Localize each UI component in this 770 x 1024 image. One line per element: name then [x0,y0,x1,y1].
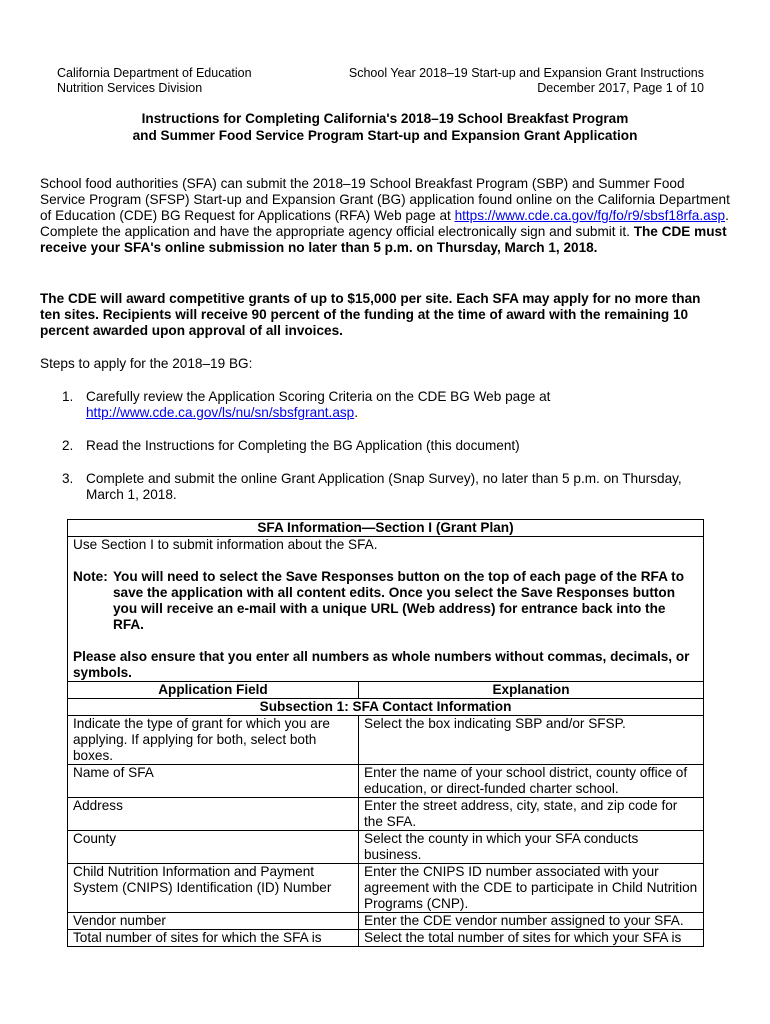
explanation-cell: Enter the name of your school district, county office of education, or direct-funded charter school. [359,765,704,798]
header-right [349,66,704,96]
field-cell: Address [68,798,359,831]
column-header-field: Application Field [68,682,359,699]
table-row [68,930,704,947]
note-block [73,569,698,633]
table-row [68,765,704,798]
header-agency: California Department of Education [57,66,252,80]
note-label: Note: [73,569,108,584]
intro-text-after: . Complete the application and have the appropriate agency official electronically sign and submit it. [40,208,729,239]
field-cell: Vendor number [68,913,359,930]
instructions-table [67,519,704,947]
award-paragraph: The CDE will award competitive grants of up to $15,000 per site. Each SFA may apply for no more than ten sites. Recipients will receive 90 percent of the funding at the time of award with the remaining 10 percent awarded upon approval of all invoices. [40,291,701,338]
list-item [62,471,722,503]
column-header-explanation: Explanation [359,682,704,699]
step-text: Complete and submit the online Grant Application (Snap Survey), no later than 5 p.m. on Thursday, March 1, 2018. [86,471,682,502]
step-suffix: . [354,405,359,420]
header-doc-title: School Year 2018–19 Start-up and Expansion Grant Instructions [348,66,704,80]
header-date-page: December 2017, Page 1 of 10 [537,81,704,95]
step-number: 1. [62,389,74,404]
header-division: Nutrition Services Division [57,81,203,95]
page-title-line2: and Summer Food Service Program Start-up and Expansion Grant Application [132,128,638,143]
steps-intro: Steps to apply for the 2018–19 BG: [40,356,253,371]
intro-text: School food authorities (SFA) can submit the 2018–19 School Breakfast Program (SBP) and Summer Food Service Program (SFSP) Start-up and Expansion Grant (BG) application found online on the California Department of Education (CDE) BG Request for Applications (RFA) Web page at [40,176,730,223]
page-title-line1: Instructions for Completing California's 2018–19 School Breakfast Program [141,111,629,126]
field-cell: Total number of sites for which the SFA is [68,930,359,947]
field-cell: Name of SFA [68,765,359,798]
explanation-cell: Select the box indicating SBP and/or SFSP. [359,716,704,765]
ensure-text: Please also ensure that you enter all numbers as whole numbers without commas, decimals, or symbols. [73,649,690,680]
step-text: Read the Instructions for Completing the BG Application (this document) [86,438,520,453]
explanation-cell: Select the county in which your SFA conducts business. [359,831,704,864]
step-text: Carefully review the Application Scoring Criteria on the CDE BG Web page at [86,389,551,404]
steps-list [62,389,722,520]
scoring-criteria-link[interactable]: http://www.cde.ca.gov/ls/nu/sn/sbsfgrant.asp [86,405,355,420]
explanation-cell: Enter the street address, city, state, and zip code for the SFA. [359,798,704,831]
explanation-cell: Enter the CDE vendor number assigned to your SFA. [359,913,704,930]
section-title: SFA Information—Section I (Grant Plan) [68,520,704,537]
header-left [57,66,252,96]
table-row [68,798,704,831]
explanation-cell: Enter the CNIPS ID number associated with your agreement with the CDE to participate in Child Nutrition Programs (CNP). [359,864,704,913]
field-cell: County [68,831,359,864]
step-number: 2. [62,438,74,453]
use-text: Use Section I to submit information about the SFA. [73,537,378,552]
field-cell: Child Nutrition Information and Payment System (CNIPS) Identification (ID) Number [68,864,359,913]
step-number: 3. [62,471,74,486]
explanation-cell: Select the total number of sites for which your SFA is [359,930,704,947]
intro-paragraph [40,176,730,256]
page-title [0,110,770,144]
table-row [68,864,704,913]
deadline-text: The CDE must receive your SFA's online submission no later than 5 p.m. on Thursday, March 1, 2018. [40,224,727,255]
table-row [68,831,704,864]
table-row [68,716,704,765]
table-row [68,913,704,930]
section-instructions [68,537,704,682]
list-item [62,438,722,454]
rfa-link[interactable]: https://www.cde.ca.gov/fg/fo/r9/sbsf18rfa.asp [454,208,726,223]
subsection-title: Subsection 1: SFA Contact Information [68,699,704,716]
field-cell: Indicate the type of grant for which you are applying. If applying for both, select both boxes. [68,716,359,765]
note-text: You will need to select the Save Responses button on the top of each page of the RFA to save the application with all content edits. Once you select the Save Responses button you will receive an e-mail with a unique URL (Web address) for entrance back into the RFA. [113,569,684,632]
list-item [62,389,722,421]
